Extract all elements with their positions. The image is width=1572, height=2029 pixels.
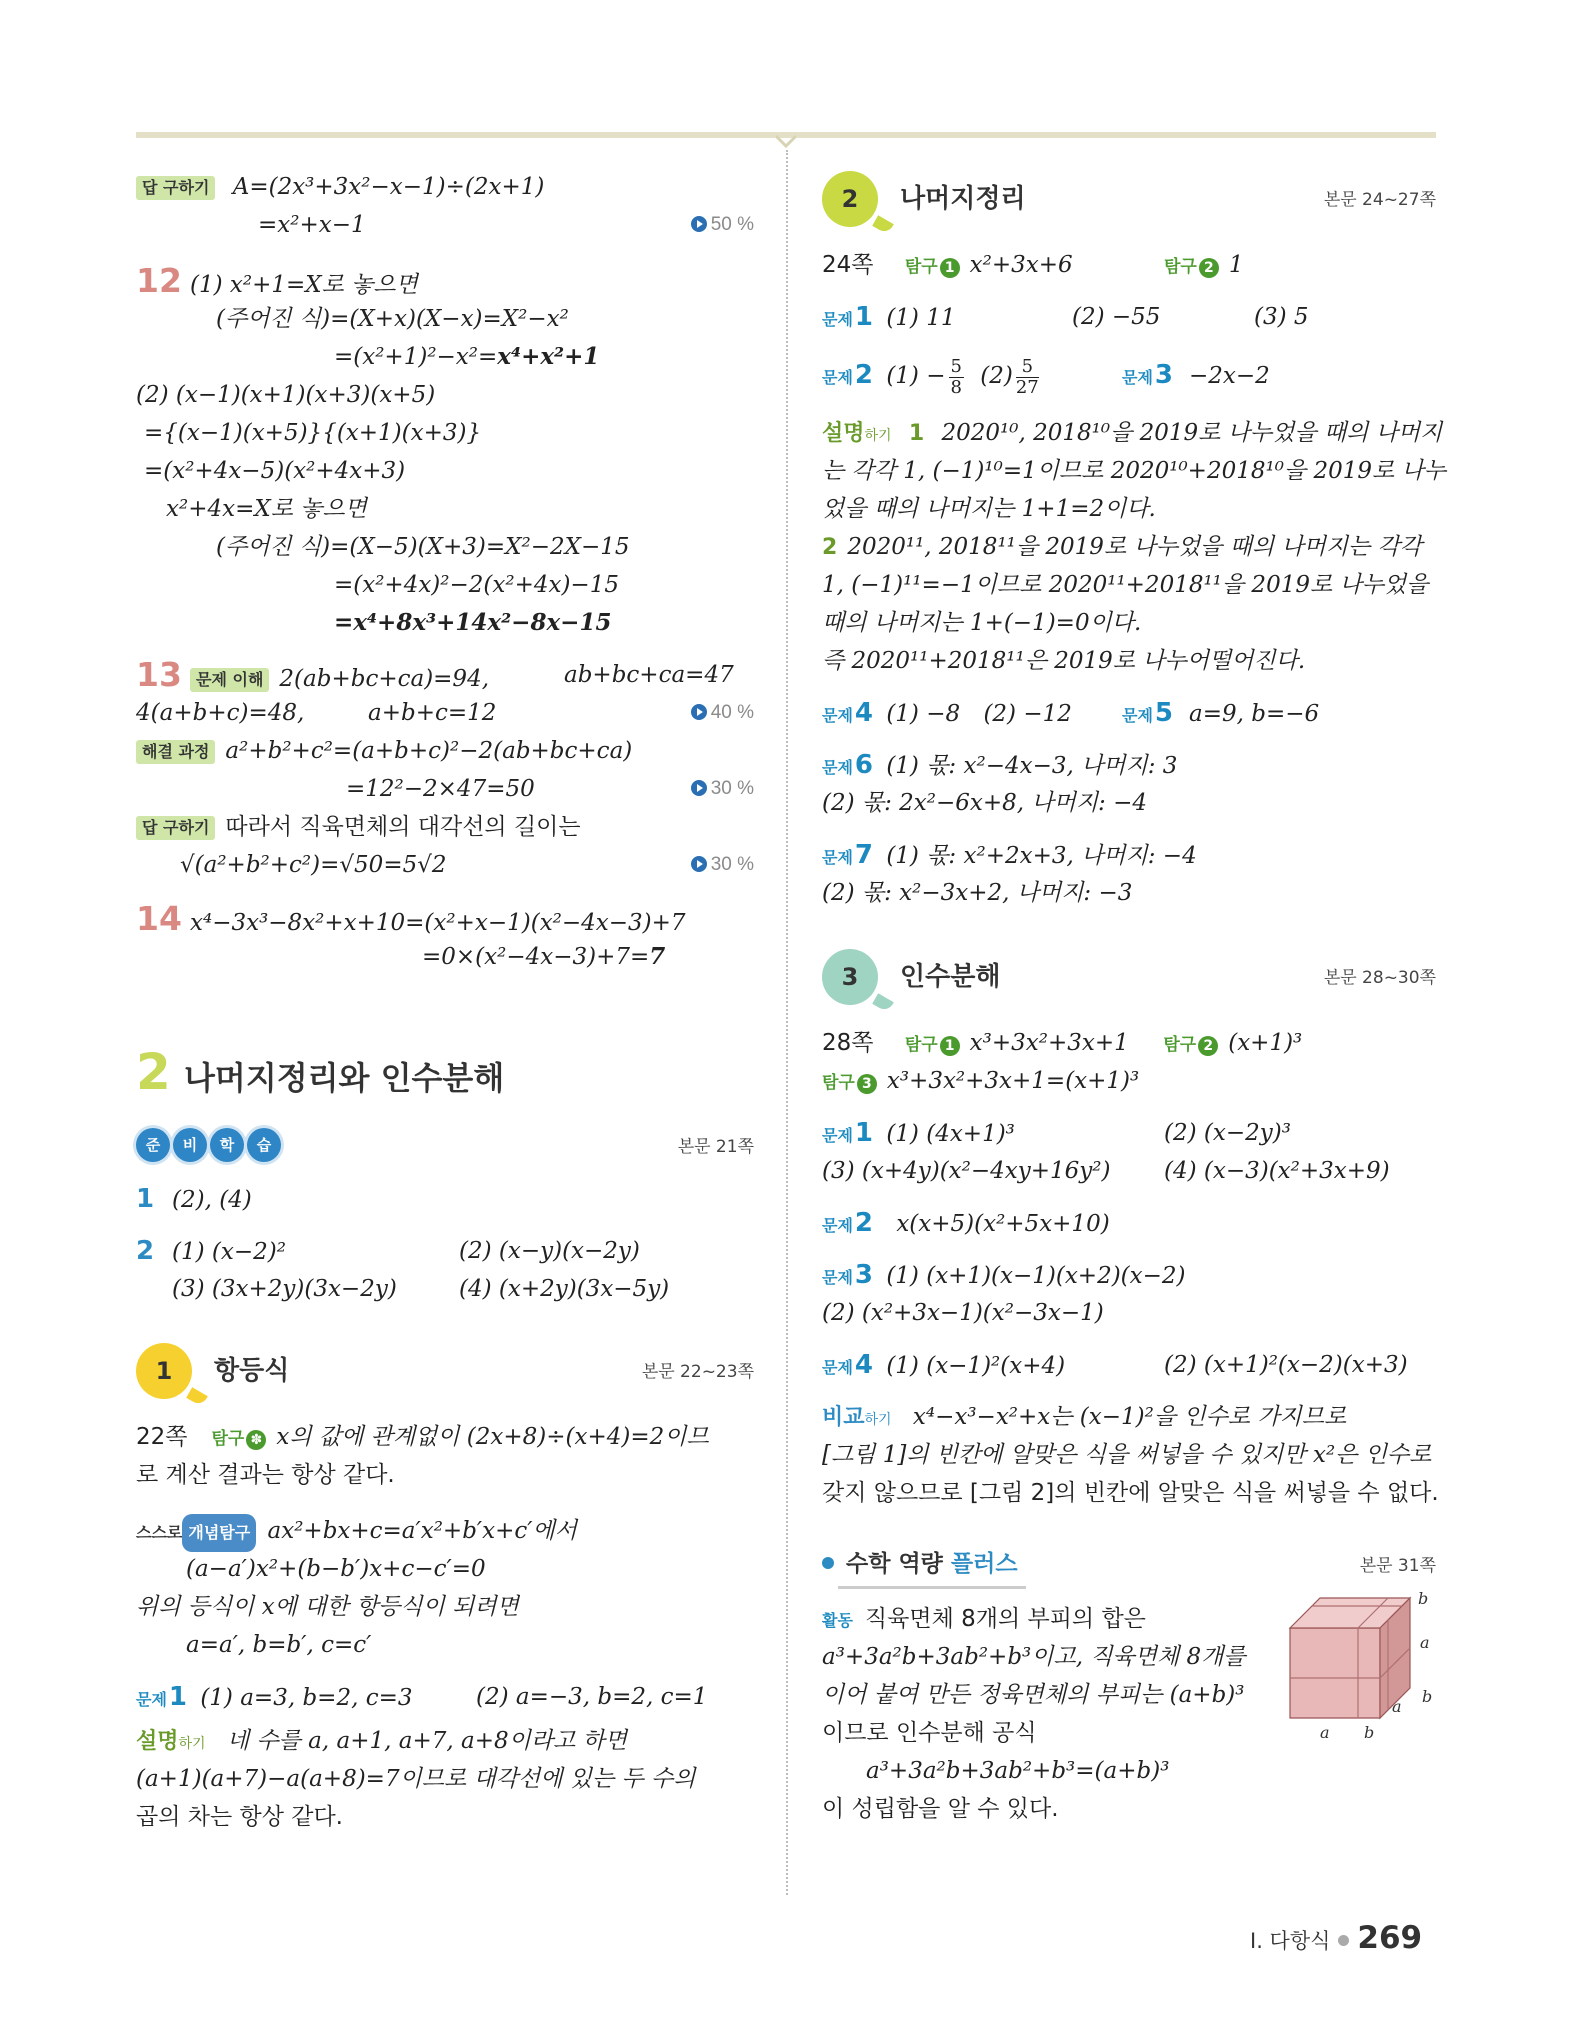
understand-tag: 문제 이해 — [190, 668, 269, 692]
s3-problem-2: 문제2 x(x+5)(x²+5x+10) — [822, 1204, 1436, 1242]
s2-problem-2-3: 문제2 (1) − $\frac{5}{8}$ (2) $\frac{5}{27}$ 문제3 −2x−2 — [822, 350, 1436, 400]
problem-label: 문제3 — [1122, 360, 1174, 390]
s2-tamgu: 24쪽 탐구 1 x²+3x+6 탐구 2 1 — [822, 246, 1436, 284]
p12-line: (주어진 식)=(X+x)(X−x)=X²−x² — [216, 306, 569, 332]
problem-12 — [136, 262, 754, 300]
tamgu-label: 탐구 1 — [905, 1026, 960, 1064]
problem-number: 13 — [136, 655, 182, 694]
activity-label: 활동 — [822, 1611, 853, 1630]
s1-line: 22쪽 탐구 ✽ x의 값에 관계없이 (2x+8)÷(x+4)=2이므 — [136, 1418, 754, 1456]
plus-line: 이므로 인수분해 공식 — [822, 1720, 1037, 1746]
s1-line: (a−a′)x²+(b−b′)x+c−c′=0 — [186, 1556, 486, 1582]
answer-expression: A=(2x³+3x²−x−1)÷(2x+1) — [232, 174, 545, 200]
page-footer — [1250, 1920, 1422, 1956]
explain-label: 설명하기 — [822, 421, 892, 446]
cube-label: b — [1364, 1723, 1375, 1742]
s1-line: (a+1)(a+7)−a(a+8)=7이므로 대각선에 있는 두 수의 — [136, 1766, 696, 1792]
play-icon — [691, 216, 707, 232]
p13-line: =12²−2×47=50 30 % — [136, 770, 754, 808]
p12-line: =x⁴+8x³+14x²−8x−15 — [334, 609, 612, 636]
s2-explain-2: 2 2020¹¹, 2018¹¹을 2019로 나누었을 때의 나머지는 각각 — [822, 534, 1423, 560]
section-title: 인수분해 — [900, 962, 1001, 992]
math-plus-body — [822, 1589, 1436, 1828]
page-reference: 본문 31쪽 — [1359, 1556, 1436, 1576]
problem-label: 문제7 — [822, 840, 874, 870]
problem-label: 문제3 — [822, 1260, 874, 1290]
s3-tamgu-3: 탐구 3 x³+3x²+3x+1=(x+1)³ — [822, 1062, 1436, 1100]
problem-label: 문제1 — [136, 1682, 188, 1712]
p13-line: 4(a+b+c)=48, a+b+c=12 40 % — [136, 694, 754, 732]
score-30: 30 % — [691, 770, 754, 808]
plus-line: a³+3a²b+3ab²+b³이고, 직육면체 8개를 — [822, 1644, 1246, 1670]
section-number-badge: 3 — [822, 949, 878, 1005]
chapter-heading — [136, 1044, 754, 1100]
problem-label: 문제4 — [822, 698, 874, 728]
s3-line: 갖지 않으므로 [그림 2]의 빈칸에 알맞은 식을 써넣을 수 없다. — [822, 1480, 1439, 1506]
s2-problem-7: 문제7 (1) 몫: x²+2x+3, 나머지: −4 — [822, 836, 1436, 874]
section-3-heading — [822, 946, 1436, 1006]
tamgu-label: 탐구 ✽ — [212, 1420, 267, 1458]
answer-line-1 — [136, 168, 754, 206]
p12-line: =(x²+4x)²−2(x²+4x)−15 — [334, 572, 619, 598]
page-reference: 본문 22~23쪽 — [641, 1362, 754, 1382]
play-icon — [691, 856, 707, 872]
chapter-number: 2 — [136, 1043, 171, 1101]
fraction: $\frac{5}{8}$ — [950, 355, 962, 398]
prep-item-2: (3) (3x+2y)(3x−2y) (4) (x+2y)(3x−5y) — [172, 1276, 670, 1302]
prep-header — [136, 1120, 754, 1166]
play-icon — [691, 780, 707, 796]
s3-problem-1: 문제1 (1) (4x+1)³ (2) (x−2y)³ — [822, 1114, 1436, 1152]
section-title: 항등식 — [214, 1356, 290, 1386]
p13-line: 해결 과정 a²+b²+c²=(a+b+c)²−2(ab+bc+ca) — [136, 732, 754, 770]
score-40: 40 % — [691, 694, 754, 732]
p12-line: =(x²+1)²−x²=x⁴+x²+1 — [334, 343, 600, 370]
plus-line: 활동 직육면체 8개의 부피의 합은 — [822, 1600, 1436, 1638]
section-title: 나머지정리 — [900, 184, 1026, 214]
answer-tag: 답 구하기 — [136, 816, 215, 840]
score-30: 30 % — [691, 846, 754, 884]
cube-label: b — [1418, 1589, 1429, 1608]
s2-line: (2) 몫: x²−3x+2, 나머지: −3 — [822, 880, 1133, 906]
s2-problem-4-5: 문제4 (1) −8 (2) −12 문제5 a=9, b=−6 — [822, 694, 1436, 732]
s3-line: (3) (x+4y)(x²−4xy+16y²) (4) (x−3)(x²+3x+9) — [822, 1158, 1390, 1184]
tamgu-label: 탐구 1 — [905, 248, 960, 286]
answer-tag: 답 구하기 — [136, 176, 215, 200]
right-column — [822, 168, 1446, 1828]
p12-line: (2) (x−1)(x+1)(x+3)(x+5) — [136, 382, 436, 408]
cube-diagram — [1280, 1588, 1440, 1748]
prep-item-1: 1 (2), (4) — [136, 1184, 252, 1214]
problem-label: 문제6 — [822, 750, 874, 780]
play-icon — [691, 704, 707, 720]
plus-line: 이 성립함을 알 수 있다. — [822, 1796, 1059, 1822]
problem-number: 12 — [136, 261, 182, 300]
cube-label: b — [1422, 1687, 1433, 1706]
chapter-reference: Ⅰ. 다항식 — [1250, 1929, 1331, 1953]
bullet-icon — [822, 1557, 834, 1569]
s2-line: 1, (−1)¹¹=−1이므로 2020¹¹+2018¹¹을 2019로 나누었을 — [822, 572, 1429, 598]
top-rule-notch — [776, 132, 796, 148]
s2-explain-1: 설명하기 1 2020¹⁰, 2018¹⁰을 2019로 나누었을 때의 나머지 — [822, 420, 1443, 446]
s3-problem-3: 문제3 (1) (x+1)(x−1)(x+2)(x−2) — [822, 1256, 1436, 1294]
s3-tamgu: 28쪽 탐구 1 x³+3x²+3x+1 탐구 2 (x+1)³ — [822, 1024, 1436, 1062]
problem-13: 13 문제 이해 2(ab+bc+ca)=94, ab+bc+ca=47 — [136, 655, 734, 694]
chapter-title: 나머지정리와 인수분해 — [184, 1059, 505, 1097]
tamgu-label: 탐구 2 — [1164, 248, 1219, 286]
prep-badge: 준 — [136, 1128, 170, 1162]
p12-line: ={(x−1)(x+5)}{(x+1)(x+3)} — [144, 420, 482, 446]
problem-label: 문제5 — [1122, 698, 1174, 728]
tamgu-label: 탐구 3 — [822, 1064, 877, 1102]
problem-14: 14 x⁴−3x³−8x²+x+10=(x²+x−1)(x²−4x−3)+7 — [136, 899, 686, 938]
s3-line: (2) (x²+3x−1)(x²−3x−1) — [822, 1300, 1104, 1326]
compare-label: 비교하기 — [822, 1405, 892, 1430]
cube-label: a — [1420, 1633, 1430, 1652]
page-reference: 본문 21쪽 — [677, 1137, 754, 1157]
prep-item-2: 2 (1) (x−2)² (2) (x−y)(x−2y) — [136, 1236, 640, 1266]
s1-line: 곱의 차는 항상 같다. — [136, 1804, 343, 1830]
s2-line: 때의 나머지는 1+(−1)=0이다. — [822, 610, 1142, 636]
p12-line: (주어진 식)=(X−5)(X+3)=X²−2X−15 — [216, 534, 630, 560]
s2-problem-1: 문제1 (1) 11 (2) −55 (3) 5 — [822, 298, 1436, 336]
footer-dot — [1338, 1935, 1349, 1946]
p12-line: (1) x²+1=X로 놓으면 — [190, 272, 418, 298]
s2-line: 는 각각 1, (−1)¹⁰=1이므로 2020¹⁰+2018¹⁰을 2019로 나누 — [822, 458, 1446, 484]
plus-line: 이어 붙여 만든 정육면체의 부피는 (a+b)³ — [822, 1682, 1245, 1708]
cube-label: a — [1320, 1723, 1330, 1742]
problem-label: 문제4 — [822, 1350, 874, 1380]
prep-badge: 습 — [247, 1128, 281, 1162]
problem-label: 문제2 — [822, 360, 874, 390]
s3-line: [그림 1]의 빈칸에 알맞은 식을 써넣을 수 있지만 x²은 인수로 — [822, 1442, 1432, 1468]
p12-line: =(x²+4x−5)(x²+4x+3) — [144, 458, 406, 484]
s2-line: (2) 몫: 2x²−6x+8, 나머지: −4 — [822, 790, 1148, 816]
page-number: 269 — [1357, 1920, 1423, 1956]
process-tag: 해결 과정 — [136, 740, 215, 764]
answer-line-2 — [136, 206, 754, 244]
section-1-heading — [136, 1340, 754, 1400]
p13-line: √(a²+b²+c²)=√50=5√2 30 % — [136, 846, 754, 884]
math-plus-heading — [822, 1542, 1436, 1586]
score-50: 50 % — [691, 206, 754, 244]
column-divider — [786, 150, 788, 1895]
section-number-badge: 1 — [136, 1343, 192, 1399]
s1-line: 스스로 개념탐구 ax²+bx+c=a′x²+b′x+c′에서 — [136, 1512, 754, 1550]
fraction: $\frac{5}{27}$ — [1015, 355, 1039, 398]
prep-badge: 학 — [210, 1128, 244, 1162]
tamgu-label: 탐구 2 — [1163, 1026, 1218, 1064]
problem-number: 14 — [136, 899, 182, 938]
left-column — [136, 168, 754, 1836]
page-reference: 본문 24~27쪽 — [1323, 190, 1436, 210]
problem-label: 문제1 — [822, 1118, 874, 1148]
s3-compare: 비교하기 x⁴−x³−x²+x는 (x−1)²을 인수로 가지므로 — [822, 1404, 1347, 1430]
p14-line: =0×(x²−4x−3)+7=7 — [422, 943, 666, 970]
s1-line: 로 계산 결과는 항상 같다. — [136, 1462, 395, 1488]
s2-problem-6: 문제6 (1) 몫: x²−4x−3, 나머지: 3 — [822, 746, 1436, 784]
s1-explain: 설명하기 네 수를 a, a+1, a+7, a+8이라고 하면 — [136, 1728, 627, 1754]
cube-label: a — [1392, 1697, 1402, 1716]
problem-label: 문제2 — [822, 1208, 874, 1238]
p12-line: x²+4x=X로 놓으면 — [166, 496, 367, 522]
section-number-badge: 2 — [822, 171, 878, 227]
explain-label: 설명하기 — [136, 1729, 206, 1754]
self-concept-label: 스스로 개념탐구 — [136, 1514, 256, 1552]
page-reference: 본문 28~30쪽 — [1323, 968, 1436, 988]
s1-line: a=a′, b=b′, c=c′ — [186, 1632, 372, 1658]
s1-line: 위의 등식이 x에 대한 항등식이 되려면 — [136, 1594, 519, 1620]
p13-line: 답 구하기 따라서 직육면체의 대각선의 길이는 — [136, 808, 754, 846]
s2-line: 었을 때의 나머지는 1+1=2이다. — [822, 496, 1156, 522]
s1-problem-1: 문제1 (1) a=3, b=2, c=3 (2) a=−3, b=2, c=1 — [136, 1678, 754, 1716]
s2-line: 즉 2020¹¹+2018¹¹은 2019로 나누어떨어진다. — [822, 648, 1306, 674]
section-2-heading — [822, 168, 1436, 228]
prep-badge: 비 — [173, 1128, 207, 1162]
answer-result: =x²+x−1 — [258, 212, 366, 238]
problem-label: 문제1 — [822, 302, 874, 332]
math-plus-title: 수학 역량 플러스 — [838, 1542, 1026, 1589]
s3-problem-4: 문제4 (1) (x−1)²(x+4) (2) (x+1)²(x−2)(x+3) — [822, 1346, 1436, 1384]
plus-line: a³+3a²b+3ab²+b³=(a+b)³ — [866, 1758, 1170, 1784]
